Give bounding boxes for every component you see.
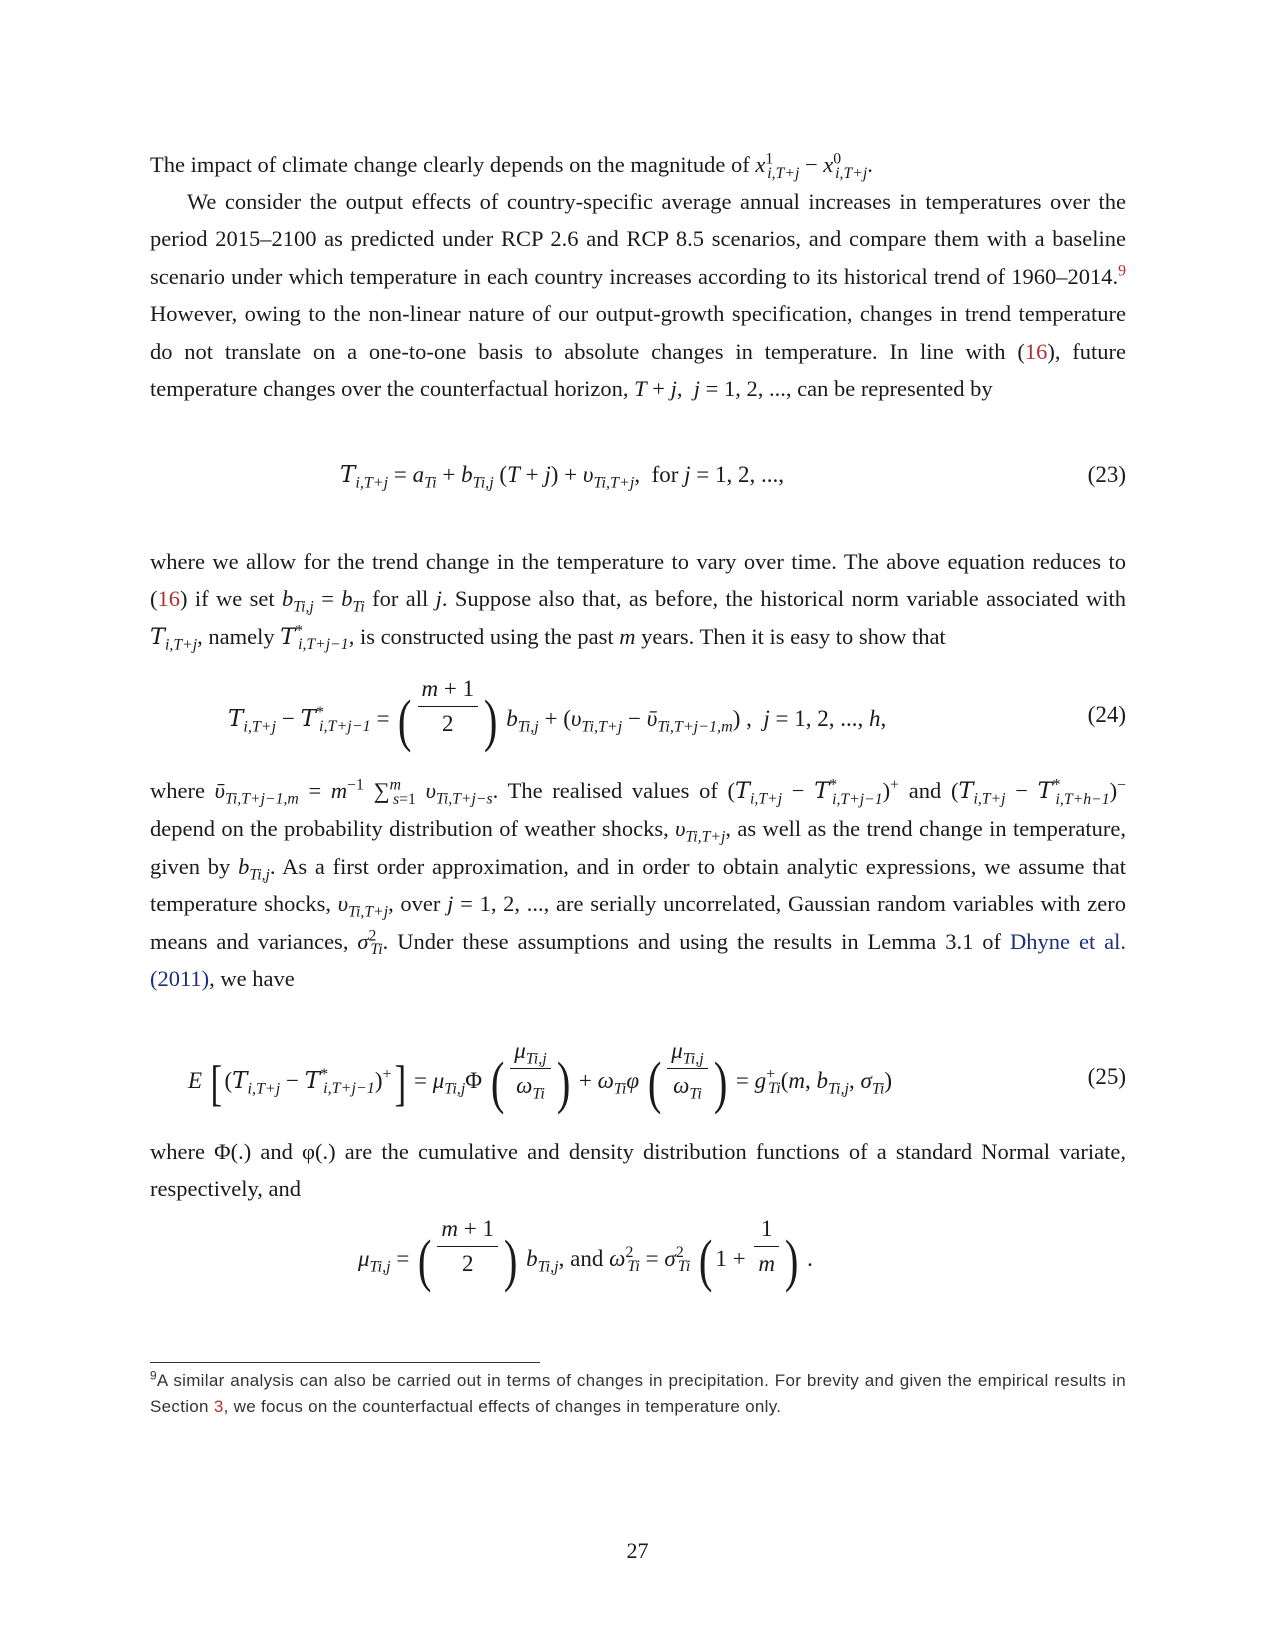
text-span: can be represented by (797, 376, 993, 402)
text-span: However, owing to the non-linear nature of our output-growth specification, changes in trend temperature do not translate on a one-to-one basis to absolute changes in temperature. In line with ( (150, 301, 1126, 364)
equation-number: (24) (1087, 702, 1126, 727)
text-span: and (570, 1245, 604, 1271)
equation-ref-16[interactable]: 16 (157, 586, 180, 612)
paragraph-intro: The impact of climate change clearly depends on the magnitude of $x^1_{i,T+j} - x^0_{i,T+j}$. (150, 150, 873, 182)
text-span: , we have (209, 966, 295, 992)
page-number: 27 (626, 1538, 649, 1563)
text-span: , is constructed using the past (348, 623, 614, 649)
text-span: where Φ(.) and φ(.) are the cumulative and density distribution functions of a standard Normal variate, respectively, and (150, 1139, 1126, 1202)
text-span: where we allow for the trend change in the temperature to vary over time. The above equation reduces to ( (150, 549, 1126, 612)
paper-page: The impact of climate change clearly depends on the magnitude of $x^1_{i,T+j} - x^0_{i,T+j}$. We consider the output effects of country-specific average annual increases in temperatures over the period 2015–2100 as predicted under RCP 2.6 and RCP 8.5 scenarios, and compare them with a baseline scenario under which temperature in each country increases according to its historical trend of 1960–2014.$^9$ However, owing to the non-linear nature of our output-growth specification, changes in trend temperature do not translate on a one-to-one basis to absolute changes in temperature. In line with (16), future temperature changes over the counterfactual horizon, T + j, j = 1, 2, ..., can be represented by $T_{i,T+j} = a_{Ti} + b_{Ti,j}$ $(T + j) + \upsilon_{Ti,T+j}$, for j = 1, 2, ..., (23) where we allow for the trend change in the temperature to vary over time. The above equation reduces to (16) if we set $b_{Ti,j} = b_{Ti}$ for all j. Suppose also that, as before, the historical norm variable associated with $T_{i,T+j}$, namely $T^*_{i,T+j-1}$, is constructed using the past m years. Then it is easy to show that $T_{i,T+j} - T^*_{i,T+j-1}$ = ( $\frac{m + 1}{2}$ ) $b_{Ti,j} + (\upsilon_{Ti,T+j}$ − ῡ$_{Ti,T+j-1,m}$) , j = 1, 2, ..., h, (24) where ῡ$_{Ti,T+j-1,m}$ = $m^{-1}$ ∑$^m_{s=1}$ $\upsilon_{Ti,T+j-s}$. The realised values of $(T_{i,T+j} - T^*_{i,T+j-1})^+$ and $(T_{i,T+j} - T^*_{i,T+h-1})^-$ depend on the probability distribution of weather shocks, $\upsilon_{Ti,T+j}$, as well as the trend change in temperature, given by $b_{Ti,j}$. As a first order approximation, and in order to obtain analytic expressions, we assume that temperature shocks, $\upsilon_{Ti,T+j}$, over j = 1, 2, ..., are serially uncorrelated, Gaussian random variables with zero means and variances, $\sigma^2_{Ti}$. Under these assumptions and using the results in Lemma 3.1 of Dhyne et al. (2011), we have E [ $(T_{i,T+j} - T^*_{i,T+j-1})^+] = \mu_{Ti,j}\Phi$ ( $\frac{\mu_{Ti,j}}{\omega_{Ti}}$ ) + $\omega_{Ti}\varphi$ ( $\frac{\mu_{Ti,j}}{\omega_{Ti}}$ ) = $g^+_{Ti}(m$, $b_{Ti,j}$, $\sigma_{Ti}$) (25) where Φ(.) and φ(.) are the cumulative and density distribution functions of a standard Normal variate, respectively, and $\mu_{Ti,j}$ = ( $\frac{m + 1}{2}$ ) $b_{Ti,j}$, and $\omega^2_{Ti} = \sigma^2_{Ti}$ ( 1 + $\frac{1}{m}$ ) . $^9$A similar analysis can also be carried out in terms of changes in precipitation. For brevity and given the empirical results in Section 3, we focus on the counterfactual effects of changes in temperature only. 27 (0, 0, 1275, 1650)
text-span: A similar analysis can also be carried out in terms of changes in precipitation. For brevity and given the empirical results in Section (150, 1371, 1126, 1416)
text-span: . Suppose also that, as before, the historical norm variable associated with (441, 586, 1126, 612)
text-span: for (651, 462, 679, 487)
equation-number: (23) (1087, 462, 1126, 487)
text-span: years. Then it is easy to show that (641, 623, 946, 649)
text-span: We consider the output effects of country-specific average annual increases in temperatures over the period 2015–2100 as predicted under RCP 2.6 and RCP 8.5 scenarios, and compare them with a baseline scenario under which temperature in each country increases according to its historical trend of 1960–2014. (150, 189, 1126, 289)
paragraph-distribution: where ῡ$_{Ti,T+j-1,m}$ = $m^{-1}$ ∑$^m_{s=1}$ $\upsilon_{Ti,T+j-s}$. The realised values of $(T_{i,T+j} - T^*_{i,T+j-1})^+$ and $(T_{i,T+j} - T^*_{i,T+h-1})^-$ depend on the probability distribution of weather shocks, $\upsilon_{Ti,T+j}$, as well as the trend change in temperature, given by $b_{Ti,j}$. As a first order approximation, and in order to obtain analytic expressions, we assume that temperature shocks, $\upsilon_{Ti,T+j}$, over j = 1, 2, ..., are serially uncorrelated, Gaussian random variables with zero means and variances, $\sigma^2_{Ti}$. Under these assumptions and using the results in Lemma 3.1 of Dhyne et al. (2011), we have (150, 776, 1127, 992)
text-span: , are serially uncorrelated, Gaussian random variables with zero means and variances, (150, 891, 1127, 954)
equation-ref-16[interactable]: 16 (1024, 338, 1048, 364)
text-span: , namely (197, 623, 275, 649)
text-span: , we focus on the counterfactual effects of changes in temperature only. (223, 1397, 782, 1416)
text-span: where (150, 778, 205, 803)
paragraph-normal (150, 1133, 1126, 1208)
paragraph-trend: where we allow for the trend change in the temperature to vary over time. The above equation reduces to (16) if we set $b_{Ti,j} = b_{Ti}$ for all j. Suppose also that, as before, the historical norm variable associated with $T_{i,T+j}$, namely $T^*_{i,T+j-1}$, is constructed using the past m years. Then it is easy to show that (150, 549, 1126, 654)
footnote-mark: 9 (150, 1368, 157, 1383)
equation-number: (25) (1087, 1064, 1126, 1089)
citation-dhyne-2011[interactable]: Dhyne et al. (2011) (150, 928, 1127, 992)
text-span: , over (388, 891, 441, 917)
footnote-9 (150, 1368, 1126, 1420)
text-span: . As a first order approximation, and in order to obtain analytic expressions, we assume that temperature shocks, (150, 853, 1126, 917)
text-span: for all (372, 586, 429, 612)
text-span: . Under these assumptions and using the results in Lemma 3.1 of (382, 928, 1002, 954)
text-span: The impact of climate change clearly depends on the magnitude of (150, 152, 750, 177)
footnote-divider (150, 1362, 540, 1363)
text-span: and (908, 778, 942, 803)
text-span: depend on the probability distribution of weather shocks, (150, 816, 669, 842)
paragraph-scenarios: We consider the output effects of country-specific average annual increases in temperatures over the period 2015–2100 as predicted under RCP 2.6 and RCP 8.5 scenarios, and compare them with a baseline scenario under which temperature in each country increases according to its historical trend of 1960–2014.$^9$ However, owing to the non-linear nature of our output-growth specification, changes in trend temperature do not translate on a one-to-one basis to absolute changes in temperature. In line with (16), future temperature changes over the counterfactual horizon, T + j, j = 1, 2, ..., can be represented by (150, 189, 1126, 402)
text-span: ) if we set (180, 586, 275, 612)
section-ref-3[interactable]: 3 (213, 1397, 224, 1416)
footnote-ref-9[interactable]: 9 (1118, 262, 1126, 280)
text-span: . The realised values of (492, 778, 718, 803)
text-span: ), future temperature changes over the counterfactual horizon, (150, 338, 1126, 402)
text-span: , as well as the trend change in temperature, given by (150, 816, 1127, 879)
